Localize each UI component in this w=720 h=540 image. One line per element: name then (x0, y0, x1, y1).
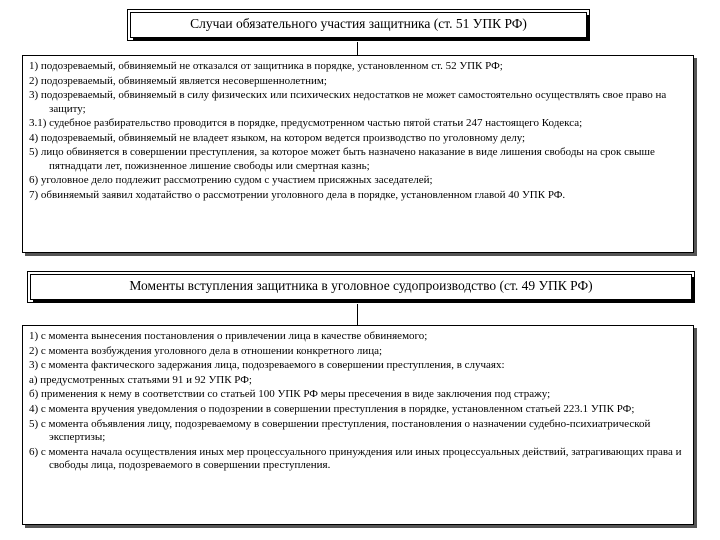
section1-title-text: Случаи обязательного участия защитника (ст. 51 УПК РФ) (190, 16, 527, 31)
list-item: 1) подозреваемый, обвиняемый не отказался от защитника в порядке, установленном ст. 52 УПК РФ; (29, 60, 503, 72)
section2-title-text: Моменты вступления защитника в уголовное судопроизводство (ст. 49 УПК РФ) (129, 278, 593, 293)
list-item: б) применения к нему в соответствии со статьей 100 УПК РФ меры пресечения в виде заключения под стражу; (29, 388, 551, 401)
list-item: 4) с момента вручения уведомления о подозрении в совершении преступления в порядке, установленном статьей 223.1 УПК РФ; (29, 402, 635, 415)
list-item: 5) с момента объявления лицу, подозреваемому в совершении преступления, постановления о назначении судебно-психиатрической экспертизы; (29, 417, 651, 443)
list-item: 1) с момента вынесения постановления о привлечении лица в качестве обвиняемого; (29, 330, 428, 342)
list-item: 3) подозреваемый, обвиняемый в силу физических или психических недостатков не может самостоятельно осуществлять свое право на защиту; (29, 89, 667, 115)
list-item: 2) с момента возбуждения уголовного дела в отношении конкретного лица; (29, 344, 383, 357)
list-item: 4) подозреваемый, обвиняемый не владеет языком, на котором ведется производство по уголовному делу; (29, 131, 526, 144)
connector-line (357, 304, 358, 325)
section2-list (22, 325, 694, 525)
list-item: 3.1) судебное разбирательство проводится в порядке, предусмотренном частью пятой статьи 247 настоящего Кодекса; (29, 117, 583, 130)
list-item: 2) подозреваемый, обвиняемый является несовершеннолетним; (29, 74, 327, 87)
section1-title (130, 12, 587, 38)
list-item: 7) обвиняемый заявил ходатайство о рассмотрении уголовного дела в порядке, установленном главой 40 УПК РФ. (29, 188, 566, 201)
connector-line (357, 42, 358, 55)
list-item: а) предусмотренных статьями 91 и 92 УПК РФ; (29, 373, 252, 386)
list-item: 3) с момента фактического задержания лица, подозреваемого в совершении преступления, в случаях: (29, 359, 505, 372)
section1-list (22, 55, 694, 253)
list-item: 6) уголовное дело подлежит рассмотрению судом с участием присяжных заседателей; (29, 174, 433, 187)
section2-title (30, 274, 692, 300)
list-item: 6) с момента начала осуществления иных мер процессуального принуждения или иных процессуальных действий, затрагивающих права и свободы лица, подозреваемого в совершении преступления. (29, 445, 682, 471)
list-item: 5) лицо обвиняется в совершении преступления, за которое может быть назначено наказание в виде лишения свободы на срок свыше пятнадцати лет, пожизненное лишение свободы или смертная казнь; (29, 146, 655, 172)
